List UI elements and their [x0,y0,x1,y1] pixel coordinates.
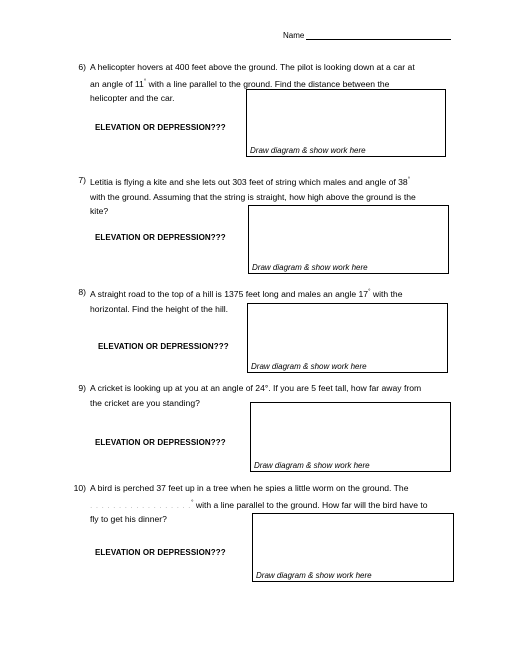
question-line-part: with a line parallel to the ground. How far will the bird have to [195,499,428,510]
question-line: kite? [90,206,109,216]
question-line-part: an angle of 11 [90,78,144,89]
degree-symbol: ° [143,78,147,85]
question-line: helicopter and the car. [90,93,175,103]
name-underline[interactable] [306,30,451,40]
question-line-part: with a line parallel to the ground. Find the distance between the [148,78,390,89]
question-number: 9) [78,383,86,393]
work-box[interactable] [250,402,451,472]
degree-symbol: ° [407,177,411,183]
question-number: 6) [78,62,86,72]
elevation-label: ELEVATION OR DEPRESSION??? [98,342,229,351]
work-box[interactable] [248,205,449,274]
question-line-part: Letitia is flying a kite and she lets out 303 feet of string which males and angle of 38 [90,177,408,187]
faded-text: . . . . . . . . . . . . . . . . . . [90,499,192,510]
work-box[interactable] [247,303,448,373]
degree-symbol: ° [368,289,371,295]
work-caption: Draw diagram & show work here [256,571,372,580]
question-line: fly to get his dinner? [90,514,167,524]
work-box[interactable] [246,89,446,157]
name-label: Name [283,31,305,40]
question-line: horizontal. Find the height of the hill. [90,303,229,314]
name-field[interactable] [283,30,451,40]
question-number: 10) [73,483,86,493]
question-line-part: with the [372,289,403,299]
question-line: A helicopter hovers at 400 feet above the ground. The pilot is looking down at a car at [90,62,415,72]
question-line: A bird is perched 37 feet up in a tree when he spies a little worm on the ground. The [90,483,409,493]
question-number: 8) [78,287,86,297]
work-caption: Draw diagram & show work here [251,362,367,371]
degree-symbol: ° [191,499,194,506]
work-caption: Draw diagram & show work here [254,461,370,470]
question-line: A cricket is looking up at you at an angle of 24°. If you are 5 feet tall, how far away from [90,383,422,393]
work-caption: Draw diagram & show work here [252,263,368,272]
question-line: with the ground. Assuming that the string is straight, how high above the ground is the [90,191,416,202]
work-caption: Draw diagram & show work here [250,146,366,155]
question-line: the cricket are you standing? [90,397,200,408]
work-box[interactable] [252,513,454,582]
elevation-label: ELEVATION OR DEPRESSION??? [95,548,226,557]
elevation-label: ELEVATION OR DEPRESSION??? [95,438,226,447]
question-line-part: A straight road to the top of a hill is 1375 feet long and males an angle 17 [90,289,369,299]
elevation-label: ELEVATION OR DEPRESSION??? [95,233,226,242]
elevation-label: ELEVATION OR DEPRESSION??? [95,123,226,132]
question-line [90,173,470,190]
question-line [90,496,475,513]
question-number: 7) [78,175,86,185]
question-line [90,285,470,302]
